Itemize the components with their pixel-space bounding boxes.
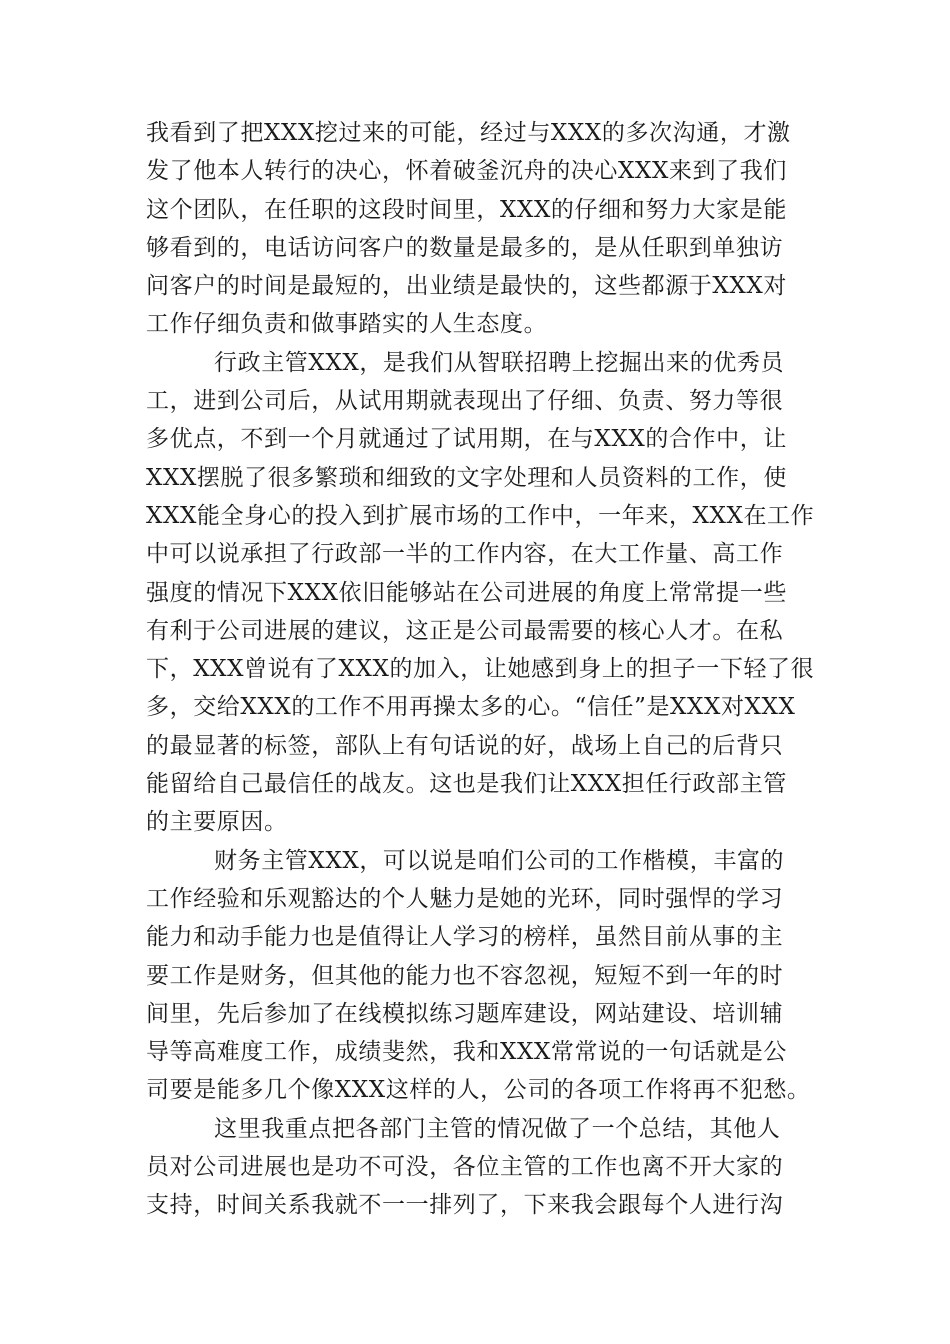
text-line: 间里，先后参加了在线模拟练习题库建设，网站建设、培训辅 <box>146 1000 784 1027</box>
text-line: 导等高难度工作，成绩斐然，我和XXX常常说的一句话就是公 <box>146 1039 787 1066</box>
text-line: 多，交给XXX的工作不用再操太多的心。“信任”是XXX对XXX <box>146 694 796 721</box>
text-line: 员对公司进展也是功不可没，各位主管的工作也离不开大家的 <box>146 1154 784 1181</box>
text-line: 我看到了把XXX挖过来的可能，经过与XXX的多次沟通，才激 <box>146 120 791 146</box>
text-line: 司要是能多几个像XXX这样的人，公司的各项工作将再不犯愁。 <box>146 1077 811 1104</box>
text-line: 能力和动手能力也是值得让人学习的榜样，虽然目前从事的主 <box>146 924 784 951</box>
text-line: 中可以说承担了行政部一半的工作内容，在大工作量、高工作 <box>146 541 784 568</box>
paragraph-first-line: 行政主管XXX，是我们从智联招聘上挖掘出来的优秀员 <box>214 349 785 376</box>
text-line: 支持，时间关系我就不一一排列了，下来我会跟每个人进行沟 <box>146 1192 784 1219</box>
text-line: 的主要原因。 <box>146 809 288 836</box>
text-line: 这个团队，在任职的这段时间里，XXX的仔细和努力大家是能 <box>146 196 787 223</box>
text-line: 能留给自己最信任的战友。这也是我们让XXX担任行政部主管 <box>146 771 787 798</box>
text-line: 工作仔细负责和做事踏实的人生态度。 <box>146 311 548 338</box>
text-line: XXX摆脱了很多繁琐和细致的文字处理和人员资料的工作，使 <box>146 464 787 491</box>
text-line: 强度的情况下XXX依旧能够站在公司进展的角度上常常提一些 <box>146 579 787 606</box>
text-line: 多优点，不到一个月就通过了试用期，在与XXX的合作中，让 <box>146 426 787 453</box>
text-line: 要工作是财务，但其他的能力也不容忽视，短短不到一年的时 <box>146 962 784 989</box>
text-line: 的最显著的标签，部队上有句话说的好，战场上自己的后背只 <box>146 732 784 759</box>
document-body <box>146 114 816 1225</box>
text-line: 发了他本人转行的决心，怀着破釜沉舟的决心XXX来到了我们 <box>146 158 787 185</box>
text-line: 工，进到公司后，从试用期就表现出了仔细、负责、努力等很 <box>146 388 784 415</box>
text-line: 有利于公司进展的建议，这正是公司最需要的核心人才。在私 <box>146 617 784 644</box>
text-line: 工作经验和乐观豁达的个人魅力是她的光环，同时强悍的学习 <box>146 885 784 912</box>
text-line: 问客户的时间是最短的，出业绩是最快的，这些都源于XXX对 <box>146 273 787 300</box>
text-line: 够看到的，电话访问客户的数量是最多的，是从任职到单独访 <box>146 234 784 261</box>
paragraph-first-line: 这里我重点把各部门主管的情况做了一个总结，其他人 <box>214 1115 781 1142</box>
paragraph-first-line: 财务主管XXX，可以说是咱们公司的工作楷模，丰富的 <box>214 847 785 874</box>
text-line: 下，XXX曾说有了XXX的加入，让她感到身上的担子一下轻了很 <box>146 656 815 683</box>
text-line: XXX能全身心的投入到扩展市场的工作中，一年来，XXX在工作 <box>146 502 815 529</box>
